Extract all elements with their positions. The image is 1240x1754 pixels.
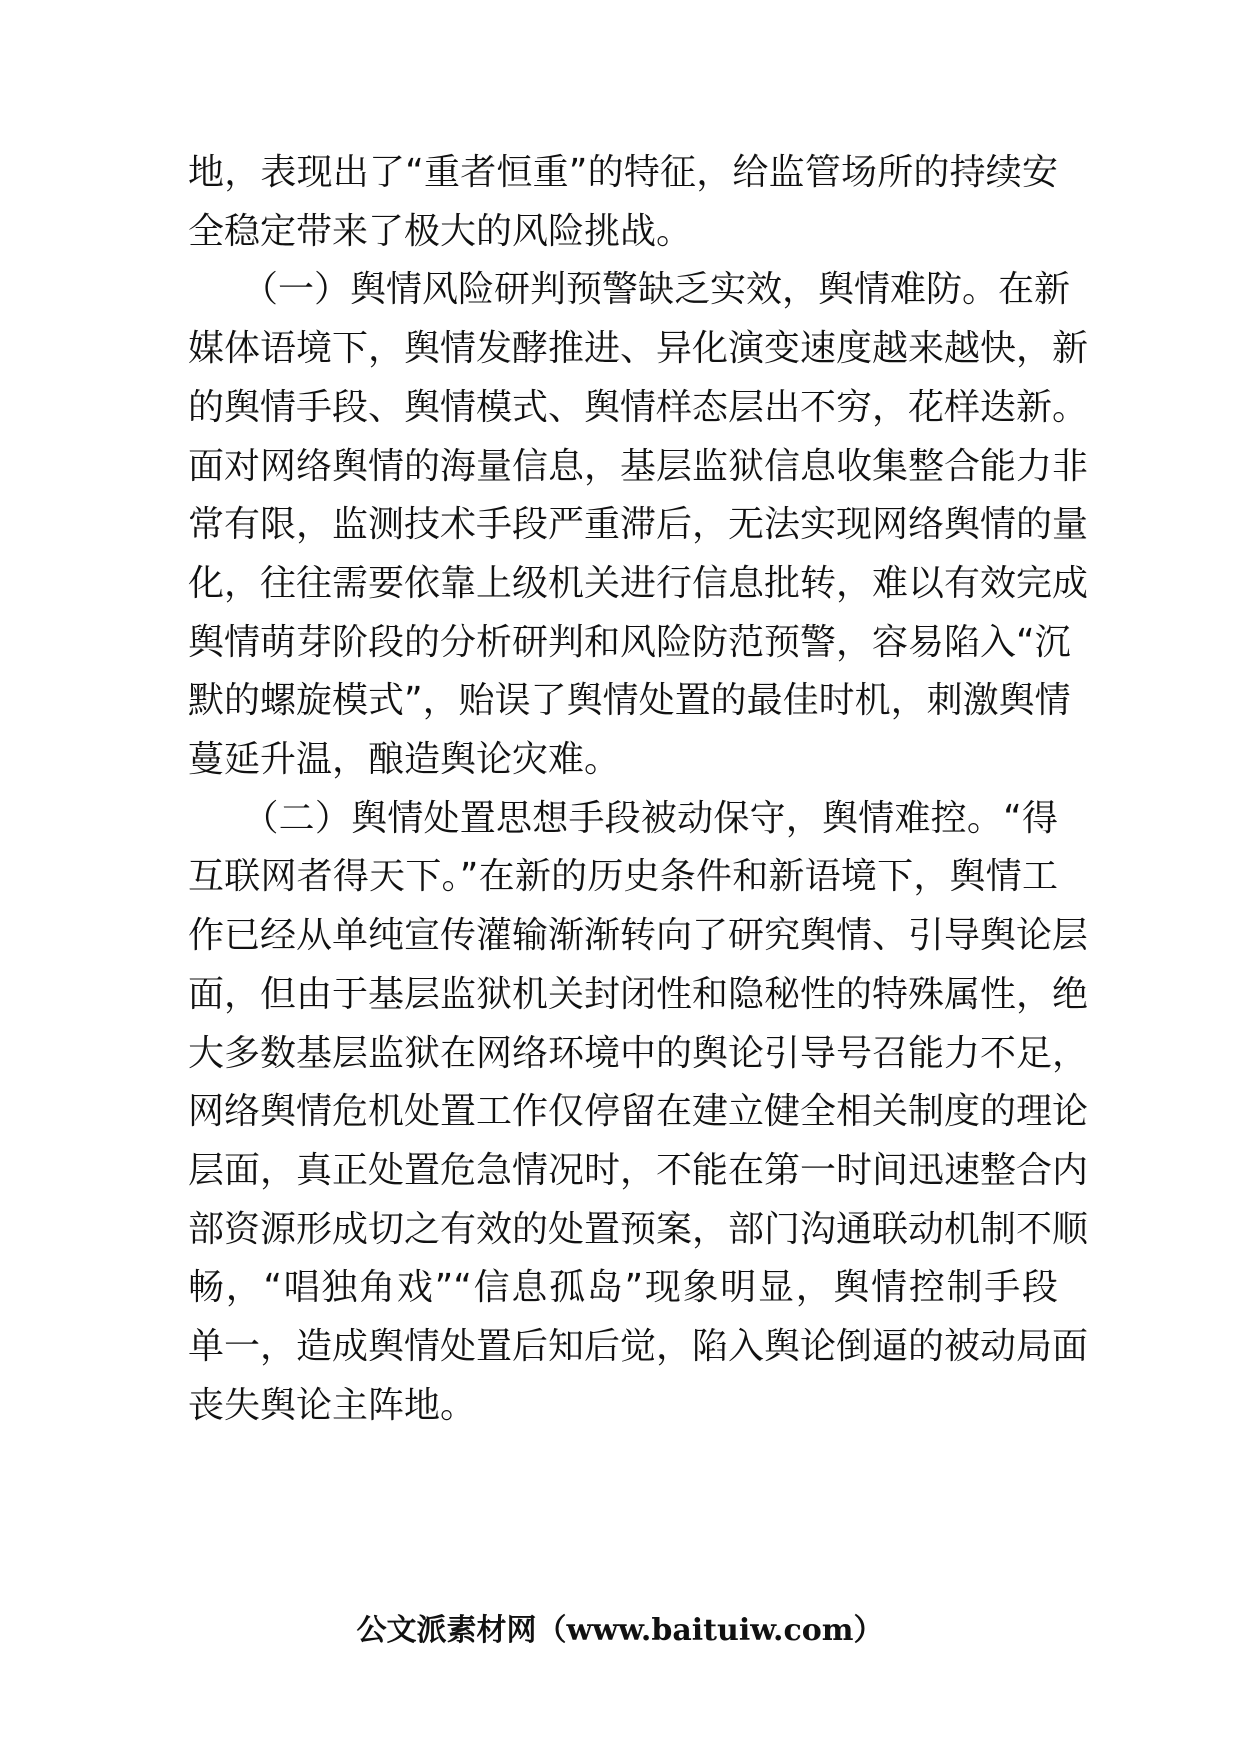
text-line: 面，但由于基层监狱机关封闭性和隐秘性的特殊属性，绝 <box>188 974 1089 1015</box>
text-line: 畅，“唱独角戏”“信息孤岛”现象明显，舆情控制手段 <box>188 1267 1058 1308</box>
text-line: 面对网络舆情的海量信息，基层监狱信息收集整合能力非 <box>188 446 1089 487</box>
text-line: 大多数基层监狱在网络环境中的舆论引导号召能力不足， <box>188 1033 1089 1074</box>
text-line: 层面，真正处置危急情况时，不能在第一时间迅速整合内 <box>188 1150 1089 1191</box>
text-line: 舆情萌芽阶段的分析研判和风险防范预警，容易陷入“沉 <box>188 622 1071 663</box>
text-line: 地，表现出了“重者恒重”的特征，给监管场所的持续安 <box>188 152 1058 193</box>
footer-watermark: 公文派素材网（www.baituiw.com） <box>356 1613 884 1648</box>
text-line: 常有限，监测技术手段严重滞后，无法实现网络舆情的量 <box>188 504 1089 545</box>
text-line: 部资源形成切之有效的处置预案，部门沟通联动机制不顺 <box>188 1209 1089 1250</box>
text-line: 作已经从单纯宣传灌输渐渐转向了研究舆情、引导舆论层 <box>188 915 1089 956</box>
text-line: 单一，造成舆情处置后知后觉，陷入舆论倒逼的被动局面 <box>188 1326 1089 1367</box>
text-line: 网络舆情危机处置工作仅停留在建立健全相关制度的理论 <box>188 1091 1089 1132</box>
text-line: 媒体语境下，舆情发酵推进、异化演变速度越来越快，新 <box>188 328 1089 369</box>
text-line: 丧失舆论主阵地。 <box>188 1385 477 1426</box>
text-line: （二）舆情处置思想手段被动保守，舆情难控。“得 <box>188 798 1058 839</box>
text-line: （一）舆情风险研判预警缺乏实效，舆情难防。在新 <box>188 269 1071 310</box>
text-line: 默的螺旋模式”，贻误了舆情处置的最佳时机，刺激舆情 <box>188 680 1071 721</box>
text-line: 化，往往需要依靠上级机关进行信息批转，难以有效完成 <box>188 563 1089 604</box>
text-line: 全稳定带来了极大的风险挑战。 <box>188 211 693 252</box>
text-line: 互联网者得天下。”在新的历史条件和新语境下，舆情工 <box>188 856 1058 897</box>
text-line: 蔓延升温，酿造舆论灾难。 <box>188 739 621 780</box>
text-line: 的舆情手段、舆情模式、舆情样态层出不穷，花样迭新。 <box>188 387 1089 428</box>
